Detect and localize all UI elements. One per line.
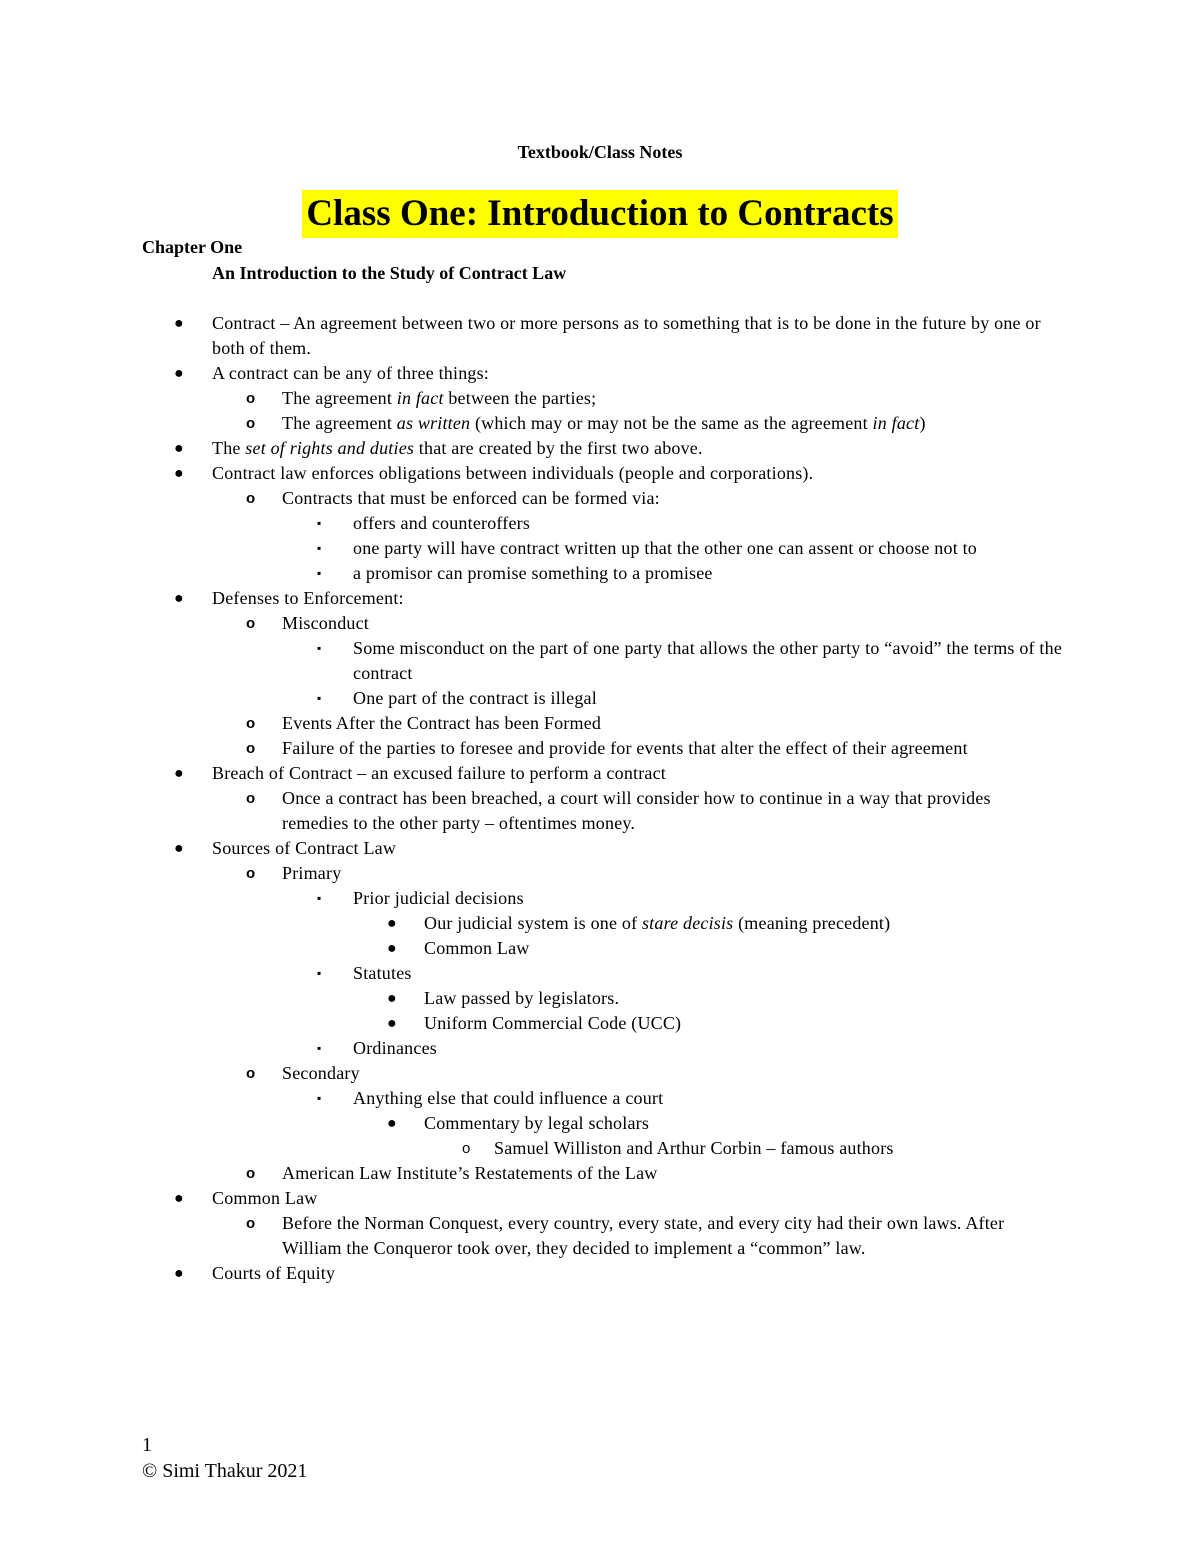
chapter-subtitle: An Introduction to the Study of Contract Law	[212, 263, 567, 283]
list-item-text: Common Law	[424, 938, 530, 958]
list-item-text: The agreement in fact between the parties;	[282, 388, 597, 408]
title-container	[0, 190, 1200, 238]
list-item-text: Breach of Contract – an excused failure to perform a contract	[212, 763, 666, 783]
list-item	[142, 1211, 1062, 1261]
bullet-icon: ●	[174, 315, 184, 332]
list-item	[142, 461, 1062, 486]
bullet-icon: ●	[174, 1190, 184, 1207]
bullet-icon: ●	[174, 765, 184, 782]
chapter-heading: Chapter One	[142, 237, 243, 257]
list-item	[142, 611, 1062, 636]
square-bullet-icon: ▪	[317, 691, 322, 705]
list-item	[142, 636, 1062, 686]
bullet-icon: ●	[387, 1115, 397, 1132]
bullet-icon: ●	[387, 915, 397, 932]
list-item	[142, 586, 1062, 611]
list-item	[142, 561, 1062, 586]
list-item-text: Ordinances	[353, 1038, 437, 1058]
bullet-icon: ●	[174, 465, 184, 482]
square-bullet-icon: ▪	[317, 566, 322, 580]
list-item-text: American Law Institute’s Restatements of the Law	[282, 1163, 658, 1183]
list-item-text: Commentary by legal scholars	[424, 1113, 650, 1133]
header-label: Textbook/Class Notes	[517, 142, 683, 162]
circle-bullet-icon: o	[246, 1165, 256, 1182]
list-item	[142, 1086, 1062, 1111]
circle-bullet-icon: o	[462, 1140, 471, 1157]
list-item-text: Sources of Contract Law	[212, 838, 397, 858]
list-item-text: Failure of the parties to foresee and provide for events that alter the effect of their agreement	[282, 738, 968, 758]
square-bullet-icon: ▪	[317, 891, 322, 905]
bullet-icon: ●	[174, 365, 184, 382]
circle-bullet-icon: o	[246, 740, 256, 757]
list-item	[142, 311, 1062, 361]
bullet-icon: ●	[174, 590, 184, 607]
list-item-text: Common Law	[212, 1188, 318, 1208]
list-item-text: Primary	[282, 863, 342, 883]
list-item	[142, 1061, 1062, 1086]
square-bullet-icon: ▪	[317, 641, 322, 655]
list-item	[142, 1036, 1062, 1061]
list-item	[142, 511, 1062, 536]
list-item-text: The set of rights and duties that are created by the first two above.	[212, 438, 703, 458]
list-item-text: Courts of Equity	[212, 1263, 336, 1283]
list-item-text: Anything else that could influence a court	[353, 1088, 664, 1108]
list-item-text: Defenses to Enforcement:	[212, 588, 404, 608]
square-bullet-icon: ▪	[317, 1041, 322, 1055]
page-number: 1	[142, 1434, 152, 1456]
list-item	[142, 686, 1062, 711]
list-item	[142, 1111, 1062, 1136]
bullet-icon: ●	[174, 840, 184, 857]
list-item-text: Uniform Commercial Code (UCC)	[424, 1013, 682, 1033]
list-item	[142, 761, 1062, 786]
page-title: Class One: Introduction to Contracts	[302, 190, 897, 238]
list-item	[142, 786, 1062, 836]
list-item-text: Law passed by legislators.	[424, 988, 620, 1008]
circle-bullet-icon: o	[246, 490, 256, 507]
circle-bullet-icon: o	[246, 390, 256, 407]
list-item	[142, 861, 1062, 886]
notes-list	[142, 311, 1062, 1286]
list-item-text: one party will have contract written up that the other one can assent or choose not to	[353, 538, 978, 558]
list-item	[142, 1261, 1062, 1286]
list-item-text: Samuel Williston and Arthur Corbin – famous authors	[494, 1138, 894, 1158]
list-item-text: One part of the contract is illegal	[353, 688, 597, 708]
list-item-text: Events After the Contract has been Formed	[282, 713, 602, 733]
list-item-text: Misconduct	[282, 613, 369, 633]
list-item-text: Our judicial system is one of stare decisis (meaning precedent)	[424, 913, 891, 933]
list-item	[142, 886, 1062, 911]
circle-bullet-icon: o	[246, 790, 256, 807]
list-item-text: offers and counteroffers	[353, 513, 531, 533]
list-item-text: Contracts that must be enforced can be formed via:	[282, 488, 660, 508]
list-item-text: Some misconduct on the part of one party that allows the other party to “avoid” the terms of the contract	[353, 638, 1063, 683]
list-item	[142, 386, 1062, 411]
list-item	[142, 711, 1062, 736]
circle-bullet-icon: o	[246, 615, 256, 632]
list-item	[142, 961, 1062, 986]
list-item-text: Contract – An agreement between two or more persons as to something that is to be done in the future by one or both of them.	[212, 313, 1041, 358]
bullet-icon: ●	[174, 1265, 184, 1282]
list-item	[142, 736, 1062, 761]
list-item-text: Statutes	[353, 963, 412, 983]
square-bullet-icon: ▪	[317, 1091, 322, 1105]
bullet-icon: ●	[387, 1015, 397, 1032]
list-item-text: Prior judicial decisions	[353, 888, 524, 908]
list-item	[142, 1011, 1062, 1036]
circle-bullet-icon: o	[246, 415, 256, 432]
list-item-text: Secondary	[282, 1063, 360, 1083]
list-item	[142, 536, 1062, 561]
list-item	[142, 486, 1062, 511]
list-item-text: Contract law enforces obligations between individuals (people and corporations).	[212, 463, 814, 483]
page-footer	[142, 1432, 307, 1484]
circle-bullet-icon: o	[246, 1215, 256, 1232]
copyright-notice: © Simi Thakur 2021	[142, 1460, 308, 1482]
list-item-text: The agreement as written (which may or may not be the same as the agreement in fact)	[282, 413, 926, 433]
list-item-text: A contract can be any of three things:	[212, 363, 490, 383]
bullet-icon: ●	[387, 940, 397, 957]
circle-bullet-icon: o	[246, 865, 256, 882]
circle-bullet-icon: o	[246, 1065, 256, 1082]
bullet-icon: ●	[387, 990, 397, 1007]
list-item	[142, 936, 1062, 961]
list-item	[142, 986, 1062, 1011]
list-item-text: Once a contract has been breached, a court will consider how to continue in a way that provides remedies to the other party – oftentimes money.	[282, 788, 991, 833]
bullet-icon: ●	[174, 440, 184, 457]
list-item	[142, 361, 1062, 386]
list-item	[142, 836, 1062, 861]
list-item-text: Before the Norman Conquest, every country, every state, and every city had their own laws. After William the Conqueror took over, they decided to implement a “common” law.	[282, 1213, 1005, 1258]
square-bullet-icon: ▪	[317, 516, 322, 530]
list-item	[142, 911, 1062, 936]
list-item	[142, 1186, 1062, 1211]
list-item	[142, 1136, 1062, 1161]
list-item	[142, 411, 1062, 436]
square-bullet-icon: ▪	[317, 541, 322, 555]
square-bullet-icon: ▪	[317, 966, 322, 980]
list-item-text: a promisor can promise something to a promisee	[353, 563, 713, 583]
list-item	[142, 1161, 1062, 1186]
circle-bullet-icon: o	[246, 715, 256, 732]
list-item	[142, 436, 1062, 461]
